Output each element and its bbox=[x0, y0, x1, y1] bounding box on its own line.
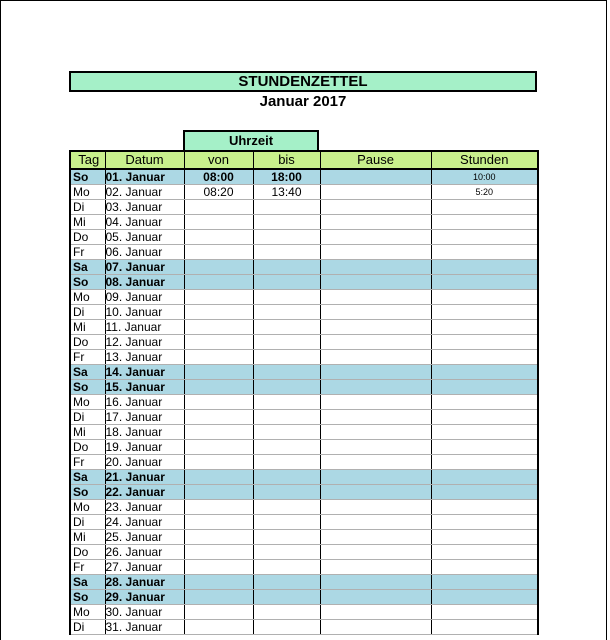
cell-pause[interactable] bbox=[320, 215, 431, 230]
cell-stunden[interactable] bbox=[431, 605, 538, 620]
cell-pause[interactable] bbox=[320, 455, 431, 470]
cell-tag[interactable]: Do bbox=[70, 545, 105, 560]
cell-bis[interactable] bbox=[253, 455, 320, 470]
cell-stunden[interactable] bbox=[431, 425, 538, 440]
cell-pause[interactable] bbox=[320, 500, 431, 515]
table-row bbox=[70, 620, 538, 635]
table-row bbox=[70, 305, 538, 320]
cell-bis[interactable] bbox=[253, 380, 320, 395]
cell-stunden[interactable] bbox=[431, 230, 538, 245]
column-header-bis: bis bbox=[253, 151, 320, 169]
cell-von[interactable] bbox=[184, 260, 253, 275]
sheet-title: STUNDENZETTEL bbox=[69, 71, 537, 92]
table-row bbox=[70, 245, 538, 260]
cell-tag[interactable]: Fr bbox=[70, 455, 105, 470]
cell-von[interactable] bbox=[184, 335, 253, 350]
cell-pause[interactable] bbox=[320, 350, 431, 365]
cell-pause[interactable] bbox=[320, 290, 431, 305]
cell-pause[interactable] bbox=[320, 590, 431, 605]
cell-datum[interactable]: 18. Januar bbox=[105, 425, 184, 440]
cell-stunden[interactable] bbox=[431, 620, 538, 635]
table-row bbox=[70, 365, 538, 380]
cell-stunden[interactable] bbox=[431, 290, 538, 305]
table-row bbox=[70, 410, 538, 425]
table-row bbox=[70, 230, 538, 245]
cell-tag[interactable]: So bbox=[70, 275, 105, 290]
cell-bis[interactable] bbox=[253, 215, 320, 230]
table-row bbox=[70, 560, 538, 575]
cell-datum[interactable]: 28. Januar bbox=[105, 575, 184, 590]
cell-stunden[interactable] bbox=[431, 470, 538, 485]
cell-bis[interactable] bbox=[253, 335, 320, 350]
table-row bbox=[70, 275, 538, 290]
cell-datum[interactable]: 04. Januar bbox=[105, 215, 184, 230]
cell-von[interactable]: 08:00 bbox=[184, 169, 253, 185]
cell-pause[interactable] bbox=[320, 470, 431, 485]
cell-pause[interactable] bbox=[320, 440, 431, 455]
cell-von[interactable] bbox=[184, 605, 253, 620]
cell-von[interactable]: 08:20 bbox=[184, 185, 253, 200]
table-row bbox=[70, 335, 538, 350]
cell-bis[interactable] bbox=[253, 620, 320, 635]
cell-stunden[interactable] bbox=[431, 245, 538, 260]
cell-datum[interactable]: 21. Januar bbox=[105, 470, 184, 485]
cell-tag[interactable]: Sa bbox=[70, 365, 105, 380]
cell-von[interactable] bbox=[184, 230, 253, 245]
cell-datum[interactable]: 13. Januar bbox=[105, 350, 184, 365]
cell-stunden[interactable] bbox=[431, 515, 538, 530]
cell-von[interactable] bbox=[184, 530, 253, 545]
cell-tag[interactable]: Di bbox=[70, 515, 105, 530]
cell-tag[interactable]: Sa bbox=[70, 470, 105, 485]
cell-stunden[interactable] bbox=[431, 545, 538, 560]
cell-tag[interactable]: Mo bbox=[70, 605, 105, 620]
cell-tag[interactable]: Do bbox=[70, 230, 105, 245]
cell-von[interactable] bbox=[184, 275, 253, 290]
table-row bbox=[70, 380, 538, 395]
cell-stunden[interactable] bbox=[431, 440, 538, 455]
cell-pause[interactable] bbox=[320, 575, 431, 590]
table-row bbox=[70, 185, 538, 200]
cell-tag[interactable]: Di bbox=[70, 305, 105, 320]
cell-datum[interactable]: 25. Januar bbox=[105, 530, 184, 545]
cell-von[interactable] bbox=[184, 350, 253, 365]
cell-datum[interactable]: 24. Januar bbox=[105, 515, 184, 530]
cell-tag[interactable]: Mi bbox=[70, 320, 105, 335]
cell-pause[interactable] bbox=[320, 185, 431, 200]
cell-tag[interactable]: Do bbox=[70, 335, 105, 350]
column-header-von: von bbox=[184, 151, 253, 169]
cell-stunden[interactable] bbox=[431, 275, 538, 290]
cell-tag[interactable]: Di bbox=[70, 200, 105, 215]
cell-bis[interactable] bbox=[253, 305, 320, 320]
cell-datum[interactable]: 12. Januar bbox=[105, 335, 184, 350]
cell-stunden[interactable] bbox=[431, 305, 538, 320]
table-row bbox=[70, 500, 538, 515]
cell-pause[interactable] bbox=[320, 605, 431, 620]
table-row bbox=[70, 320, 538, 335]
cell-bis[interactable] bbox=[253, 545, 320, 560]
cell-stunden[interactable] bbox=[431, 575, 538, 590]
table-row bbox=[70, 260, 538, 275]
cell-bis[interactable] bbox=[253, 365, 320, 380]
cell-pause[interactable] bbox=[320, 305, 431, 320]
cell-datum[interactable]: 08. Januar bbox=[105, 275, 184, 290]
cell-bis[interactable] bbox=[253, 350, 320, 365]
cell-pause[interactable] bbox=[320, 620, 431, 635]
cell-von[interactable] bbox=[184, 215, 253, 230]
cell-datum[interactable]: 23. Januar bbox=[105, 500, 184, 515]
table-row bbox=[70, 425, 538, 440]
cell-datum[interactable]: 16. Januar bbox=[105, 395, 184, 410]
cell-datum[interactable]: 10. Januar bbox=[105, 305, 184, 320]
cell-pause[interactable] bbox=[320, 365, 431, 380]
cell-pause[interactable] bbox=[320, 545, 431, 560]
column-header-stunden: Stunden bbox=[431, 151, 538, 169]
cell-stunden[interactable] bbox=[431, 320, 538, 335]
cell-bis[interactable] bbox=[253, 260, 320, 275]
cell-pause[interactable] bbox=[320, 200, 431, 215]
cell-bis[interactable] bbox=[253, 410, 320, 425]
cell-pause[interactable] bbox=[320, 260, 431, 275]
cell-bis[interactable] bbox=[253, 245, 320, 260]
cell-von[interactable] bbox=[184, 560, 253, 575]
cell-von[interactable] bbox=[184, 425, 253, 440]
cell-datum[interactable]: 07. Januar bbox=[105, 260, 184, 275]
table-row bbox=[70, 440, 538, 455]
cell-datum[interactable]: 20. Januar bbox=[105, 455, 184, 470]
cell-von[interactable] bbox=[184, 455, 253, 470]
cell-bis[interactable] bbox=[253, 200, 320, 215]
cell-von[interactable] bbox=[184, 380, 253, 395]
cell-pause[interactable] bbox=[320, 230, 431, 245]
cell-von[interactable] bbox=[184, 365, 253, 380]
cell-bis[interactable] bbox=[253, 440, 320, 455]
table-row bbox=[70, 575, 538, 590]
cell-von[interactable] bbox=[184, 200, 253, 215]
cell-von[interactable] bbox=[184, 395, 253, 410]
cell-stunden[interactable] bbox=[431, 485, 538, 500]
cell-tag[interactable]: Di bbox=[70, 620, 105, 635]
cell-bis[interactable] bbox=[253, 560, 320, 575]
cell-stunden[interactable] bbox=[431, 335, 538, 350]
timesheet-table bbox=[69, 150, 539, 635]
cell-stunden[interactable]: 10:00 bbox=[431, 169, 538, 185]
cell-datum[interactable]: 27. Januar bbox=[105, 560, 184, 575]
cell-pause[interactable] bbox=[320, 485, 431, 500]
cell-tag[interactable]: Fr bbox=[70, 245, 105, 260]
cell-pause[interactable] bbox=[320, 425, 431, 440]
cell-tag[interactable]: So bbox=[70, 485, 105, 500]
cell-datum[interactable]: 11. Januar bbox=[105, 320, 184, 335]
cell-pause[interactable] bbox=[320, 335, 431, 350]
cell-tag[interactable]: Fr bbox=[70, 350, 105, 365]
cell-datum[interactable]: 15. Januar bbox=[105, 380, 184, 395]
cell-von[interactable] bbox=[184, 575, 253, 590]
cell-bis[interactable] bbox=[253, 605, 320, 620]
cell-datum[interactable]: 05. Januar bbox=[105, 230, 184, 245]
cell-tag[interactable]: Di bbox=[70, 410, 105, 425]
cell-von[interactable] bbox=[184, 545, 253, 560]
cell-datum[interactable]: 03. Januar bbox=[105, 200, 184, 215]
table-row bbox=[70, 169, 538, 185]
cell-datum[interactable]: 30. Januar bbox=[105, 605, 184, 620]
cell-stunden[interactable] bbox=[431, 260, 538, 275]
cell-stunden[interactable] bbox=[431, 200, 538, 215]
cell-stunden[interactable] bbox=[431, 500, 538, 515]
cell-bis[interactable] bbox=[253, 470, 320, 485]
cell-bis[interactable] bbox=[253, 485, 320, 500]
cell-datum[interactable]: 09. Januar bbox=[105, 290, 184, 305]
cell-von[interactable] bbox=[184, 320, 253, 335]
cell-bis[interactable] bbox=[253, 575, 320, 590]
cell-stunden[interactable] bbox=[431, 410, 538, 425]
cell-bis[interactable] bbox=[253, 320, 320, 335]
cell-pause[interactable] bbox=[320, 530, 431, 545]
cell-bis[interactable] bbox=[253, 395, 320, 410]
cell-datum[interactable]: 14. Januar bbox=[105, 365, 184, 380]
cell-tag[interactable]: Mo bbox=[70, 185, 105, 200]
cell-von[interactable] bbox=[184, 515, 253, 530]
cell-von[interactable] bbox=[184, 440, 253, 455]
cell-stunden[interactable] bbox=[431, 395, 538, 410]
column-header-datum: Datum bbox=[105, 151, 184, 169]
cell-bis[interactable]: 18:00 bbox=[253, 169, 320, 185]
cell-stunden[interactable] bbox=[431, 380, 538, 395]
cell-bis[interactable] bbox=[253, 500, 320, 515]
cell-von[interactable] bbox=[184, 245, 253, 260]
cell-bis[interactable] bbox=[253, 290, 320, 305]
cell-stunden[interactable] bbox=[431, 530, 538, 545]
table-row bbox=[70, 215, 538, 230]
cell-stunden[interactable] bbox=[431, 560, 538, 575]
cell-datum[interactable]: 02. Januar bbox=[105, 185, 184, 200]
cell-pause[interactable] bbox=[320, 395, 431, 410]
cell-von[interactable] bbox=[184, 290, 253, 305]
cell-tag[interactable]: So bbox=[70, 590, 105, 605]
cell-bis[interactable]: 13:40 bbox=[253, 185, 320, 200]
sheet-subtitle: Januar 2017 bbox=[259, 93, 347, 110]
table-row bbox=[70, 395, 538, 410]
cell-stunden[interactable] bbox=[431, 455, 538, 470]
cell-von[interactable] bbox=[184, 410, 253, 425]
cell-tag[interactable]: Mi bbox=[70, 425, 105, 440]
cell-pause[interactable] bbox=[320, 320, 431, 335]
cell-bis[interactable] bbox=[253, 590, 320, 605]
uhrzeit-group-header: Uhrzeit bbox=[183, 130, 319, 150]
table-row bbox=[70, 290, 538, 305]
cell-bis[interactable] bbox=[253, 425, 320, 440]
cell-pause[interactable] bbox=[320, 245, 431, 260]
table-row bbox=[70, 530, 538, 545]
cell-von[interactable] bbox=[184, 485, 253, 500]
cell-pause[interactable] bbox=[320, 515, 431, 530]
table-row bbox=[70, 605, 538, 620]
table-row bbox=[70, 590, 538, 605]
cell-datum[interactable]: 01. Januar bbox=[105, 169, 184, 185]
cell-von[interactable] bbox=[184, 470, 253, 485]
cell-tag[interactable]: Do bbox=[70, 440, 105, 455]
cell-datum[interactable]: 17. Januar bbox=[105, 410, 184, 425]
cell-tag[interactable]: So bbox=[70, 169, 105, 185]
cell-pause[interactable] bbox=[320, 275, 431, 290]
cell-stunden[interactable] bbox=[431, 365, 538, 380]
cell-tag[interactable]: Mi bbox=[70, 530, 105, 545]
cell-tag[interactable]: Mo bbox=[70, 395, 105, 410]
cell-stunden[interactable] bbox=[431, 590, 538, 605]
table-row bbox=[70, 200, 538, 215]
cell-stunden[interactable]: 5:20 bbox=[431, 185, 538, 200]
cell-stunden[interactable] bbox=[431, 215, 538, 230]
cell-datum[interactable]: 22. Januar bbox=[105, 485, 184, 500]
column-header-pause: Pause bbox=[320, 151, 431, 169]
cell-datum[interactable]: 19. Januar bbox=[105, 440, 184, 455]
cell-pause[interactable] bbox=[320, 380, 431, 395]
cell-pause[interactable] bbox=[320, 410, 431, 425]
cell-tag[interactable]: Fr bbox=[70, 560, 105, 575]
table-row bbox=[70, 485, 538, 500]
cell-tag[interactable]: So bbox=[70, 380, 105, 395]
table-row bbox=[70, 455, 538, 470]
header-row bbox=[70, 151, 538, 169]
cell-tag[interactable]: Mi bbox=[70, 215, 105, 230]
cell-bis[interactable] bbox=[253, 230, 320, 245]
cell-tag[interactable]: Mo bbox=[70, 500, 105, 515]
cell-tag[interactable]: Mo bbox=[70, 290, 105, 305]
cell-tag[interactable]: Sa bbox=[70, 260, 105, 275]
table-row bbox=[70, 470, 538, 485]
table-row bbox=[70, 350, 538, 365]
cell-von[interactable] bbox=[184, 500, 253, 515]
cell-bis[interactable] bbox=[253, 275, 320, 290]
table-row bbox=[70, 515, 538, 530]
cell-stunden[interactable] bbox=[431, 350, 538, 365]
cell-pause[interactable] bbox=[320, 560, 431, 575]
cell-datum[interactable]: 31. Januar bbox=[105, 620, 184, 635]
cell-von[interactable] bbox=[184, 620, 253, 635]
cell-datum[interactable]: 26. Januar bbox=[105, 545, 184, 560]
cell-von[interactable] bbox=[184, 590, 253, 605]
cell-bis[interactable] bbox=[253, 515, 320, 530]
cell-datum[interactable]: 06. Januar bbox=[105, 245, 184, 260]
cell-bis[interactable] bbox=[253, 530, 320, 545]
cell-von[interactable] bbox=[184, 305, 253, 320]
table-row bbox=[70, 545, 538, 560]
column-header-tag: Tag bbox=[70, 151, 105, 169]
cell-pause[interactable] bbox=[320, 169, 431, 185]
cell-tag[interactable]: Sa bbox=[70, 575, 105, 590]
cell-datum[interactable]: 29. Januar bbox=[105, 590, 184, 605]
